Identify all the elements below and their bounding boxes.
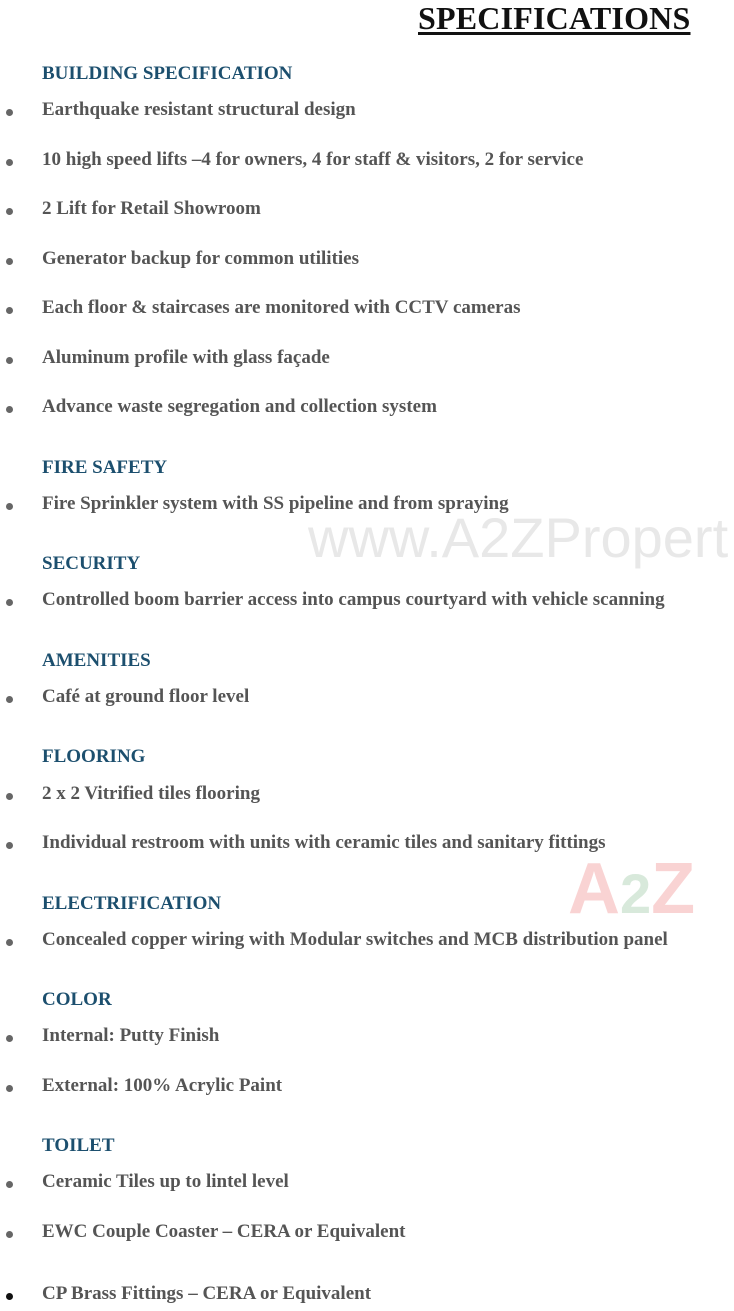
bullet-icon [6,503,13,510]
bullet-icon [6,939,13,946]
section-heading-amenities: AMENITIES [42,650,151,671]
section-heading-color: COLOR [42,989,112,1010]
bullet-icon [6,406,13,413]
bullet-icon [6,109,13,116]
section-heading-fire-safety: FIRE SAFETY [42,457,168,478]
bullet-icon [6,357,13,364]
bullet-icon [6,1181,13,1188]
bullet-icon [6,599,13,606]
bullet-icon [6,208,13,215]
section-heading-electrification: ELECTRIFICATION [42,893,222,914]
section-heading-building: BUILDING SPECIFICATION [42,63,293,84]
page-title: SPECIFICATIONS [418,0,691,36]
bullet-icon [6,793,13,800]
bullet-icon [6,307,13,314]
bullet-icon [6,842,13,849]
watermark-logo: A2Z [568,849,696,929]
bullet-icon [6,1231,13,1238]
bullet-icon [6,1035,13,1042]
section-heading-flooring: FLOORING [42,746,146,767]
section-heading-toilet: TOILET [42,1135,115,1156]
section-heading-security: SECURITY [42,553,141,574]
bullet-icon [6,258,13,265]
bullet-icon [6,159,13,166]
bullet-icon [6,1085,13,1092]
watermark-url: www.A2ZPropert [308,506,729,569]
bullet-icon [6,1293,13,1300]
bullet-icon [6,696,13,703]
